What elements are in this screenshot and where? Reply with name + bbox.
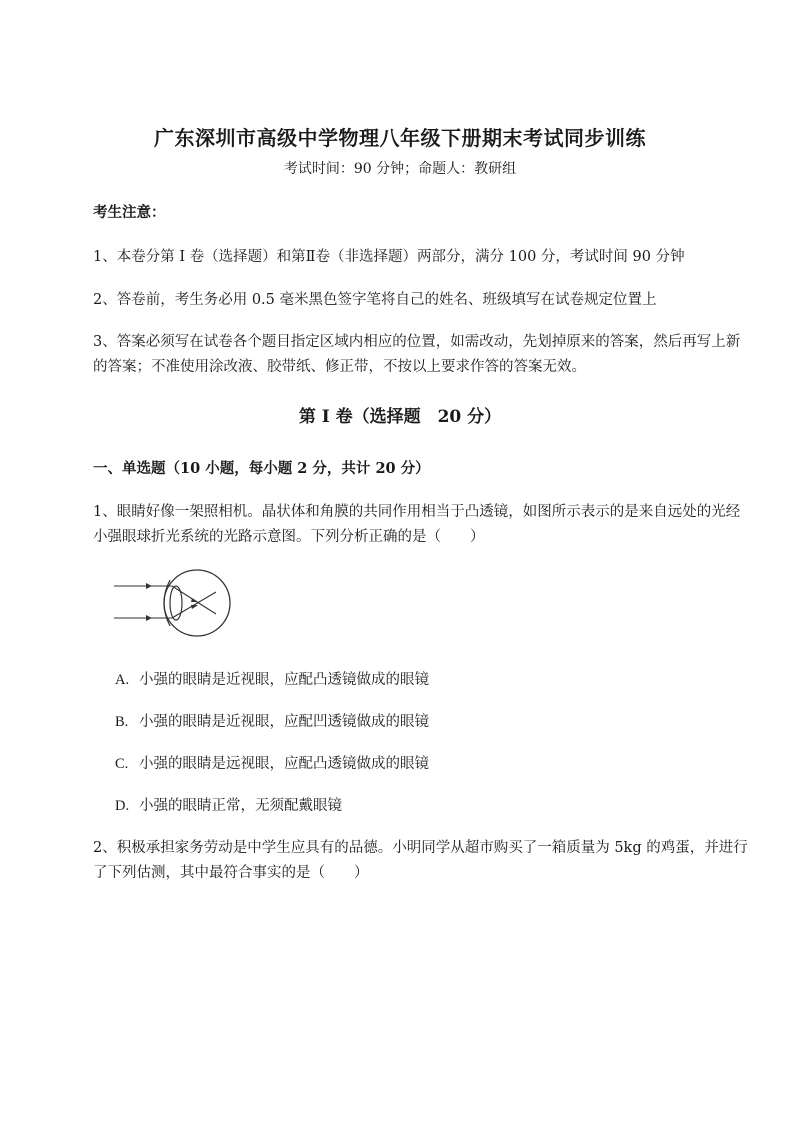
option-text: 小强的眼睛是远视眼，应配凸透镜做成的眼镜 [139,756,429,772]
notice-item: 3、答案必须写在试卷各个题目指定区域内相应的位置，如需改动，先划掉原来的答案，然后再写上新 [93,334,741,350]
option-letter: B. [115,714,129,730]
notice-heading: 考生注意： [93,204,166,221]
option-text: 小强的眼睛正常，无须配戴眼镜 [139,798,342,814]
eye-diagram-icon [112,562,232,644]
page-title: 广东深圳市高级中学物理八年级下册期末考试同步训练 [154,126,646,150]
option-letter: A. [115,672,130,688]
option-a[interactable] [115,668,429,689]
option-text: 小强的眼睛是近视眼，应配凸透镜做成的眼镜 [139,672,429,688]
question-1-text: 1、眼睛好像一架照相机。晶状体和角膜的共同作用相当于凸透镜，如图所示表示的是来自远处的光经 [93,504,741,520]
notice-item: 2、答卷前，考生务必用 0.5 毫米黑色签字笔将自己的姓名、班级填写在试卷规定位置上 [93,292,657,308]
exam-info: 考试时间：90 分钟；命题人：教研组 [283,161,517,177]
part-heading: 一、单选题（10 小题，每小题 2 分，共计 20 分） [93,460,430,477]
notice-item: 的答案；不准使用涂改液、胶带纸、修正带，不按以上要求作答的答案无效。 [93,359,586,375]
option-text: 小强的眼睛是近视眼，应配凹透镜做成的眼镜 [139,714,429,730]
section-title: 第 I 卷（选择题 20 分） [298,407,502,427]
option-letter: C. [115,756,129,772]
question-1-text: 小强眼球折光系统的光路示意图。下列分析正确的是（ ） [93,529,485,545]
option-letter: D. [115,798,130,814]
question-2-text: 了下列估测，其中最符合事实的是（ ） [93,865,369,881]
question-2-text: 2、积极承担家务劳动是中学生应具有的品德。小明同学从超市购买了一箱质量为 5kg 的鸡蛋，并进行 [93,840,748,856]
option-c[interactable] [115,752,429,773]
option-d[interactable] [115,794,342,815]
notice-item: 1、本卷分第 I 卷（选择题）和第Ⅱ卷（非选择题）两部分，满分 100 分，考试时间 90 分钟 [93,249,685,265]
option-b[interactable] [115,710,429,731]
